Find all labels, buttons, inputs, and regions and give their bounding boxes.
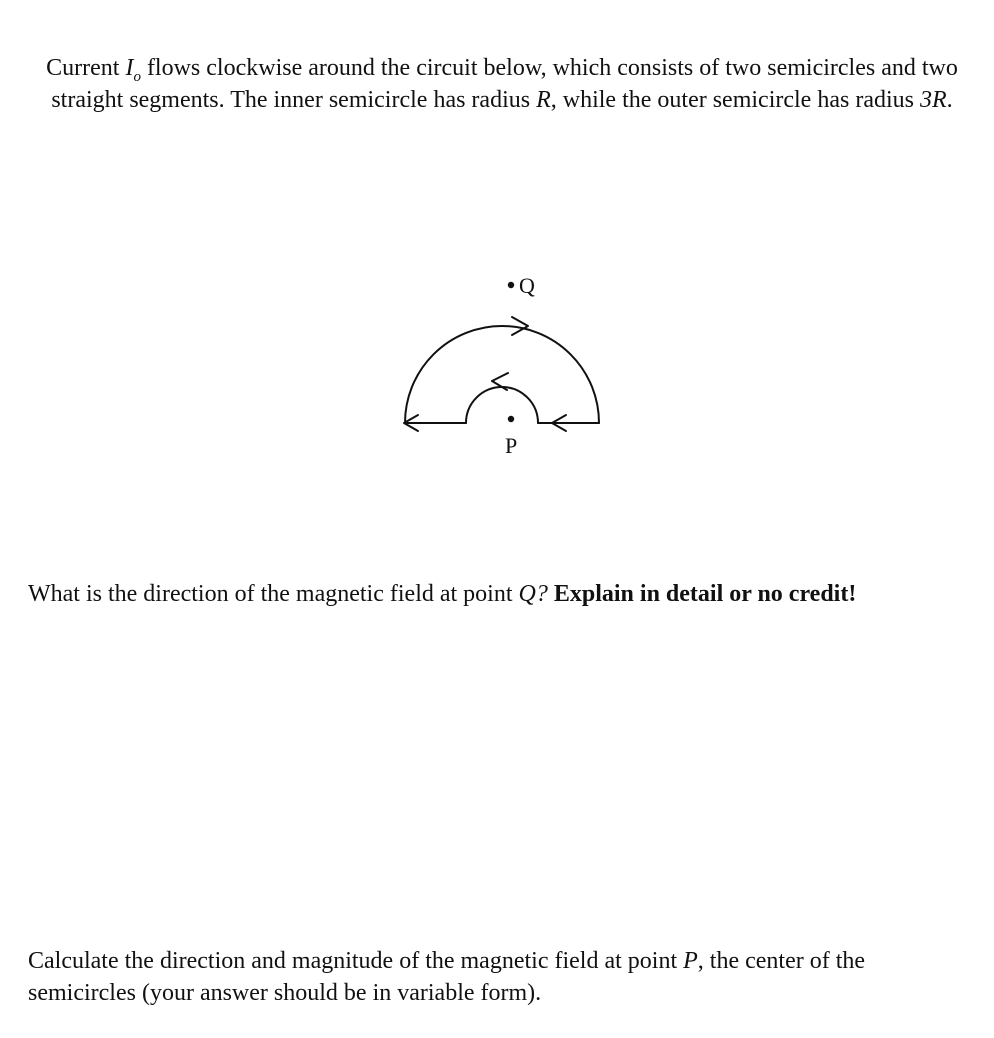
question-1 [28, 578, 972, 610]
question-2-text-2: , the center of the semicircles (your answer should be in variable form). [28, 948, 866, 1006]
inner-semicircle [466, 387, 538, 423]
problem-statement [30, 52, 974, 116]
point-p-dot [508, 416, 514, 422]
point-q-dot [508, 282, 514, 288]
outer-radius-symbol: 3R [919, 87, 947, 113]
current-symbol: I [125, 55, 134, 81]
point-q-label: Q [519, 273, 535, 298]
outer-semicircle [405, 326, 599, 423]
point-p-label: P [505, 433, 518, 458]
question-1-point: Q? [518, 581, 548, 607]
intro-text-1: Current [46, 55, 126, 81]
intro-text-3: , while the outer semicircle has radius [550, 87, 920, 113]
circuit-svg [380, 255, 630, 465]
question-2 [28, 945, 972, 1009]
inner-radius-symbol: R [536, 87, 551, 113]
question-1-text: What is the direction of the magnetic field at point [28, 581, 519, 607]
intro-text-2: flows clockwise around the circuit below, which consists of two semicircles and two straight segments. The inner semicircle has radius [51, 55, 958, 113]
intro-text-4: . [946, 87, 953, 113]
current-subscript: o [133, 69, 141, 85]
circuit-diagram [380, 255, 630, 465]
question-2-text-1: Calculate the direction and magnitude of the magnetic field at point [28, 948, 684, 974]
question-2-point: P [683, 948, 698, 974]
question-1-emphasis: Explain in detail or no credit! [547, 581, 857, 607]
